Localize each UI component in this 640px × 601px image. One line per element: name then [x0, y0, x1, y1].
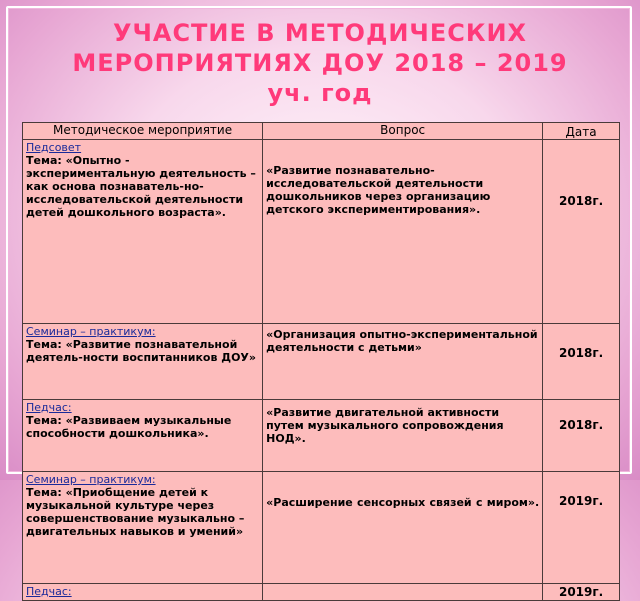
date-cell [543, 400, 620, 472]
question-cell [263, 324, 543, 400]
event-type-link[interactable]: Семинар – практикум: [26, 473, 156, 486]
question-cell [263, 140, 543, 324]
question-text: «Развитие познавательно-исследовательской деятельности дошкольников через организацию детского экспериментирования». [266, 164, 491, 216]
header-event: Методическое мероприятие [23, 123, 263, 140]
table-row [23, 584, 620, 601]
event-cell [23, 140, 263, 324]
event-cell [23, 472, 263, 584]
header-date: Дата [543, 123, 620, 140]
event-type-link[interactable]: Педсовет [26, 141, 82, 154]
question-text: «Развитие двигательной активности путем музыкального сопровождения НОД». [266, 406, 504, 445]
date-cell [543, 140, 620, 324]
table-row [23, 140, 620, 324]
question-cell [263, 472, 543, 584]
date-text: 2019г. [558, 494, 604, 508]
title-line-3: уч. год [267, 79, 373, 107]
date-text: 2018г. [558, 418, 604, 432]
date-cell [543, 324, 620, 400]
events-table [22, 122, 620, 601]
event-type-link[interactable]: Семинар – практикум: [26, 325, 156, 338]
question-cell [263, 400, 543, 472]
event-topic: Тема: «Развитие познавательной деятель-ности воспитанников ДОУ» [26, 338, 257, 364]
title-line-1: УЧАСТИЕ В МЕТОДИЧЕСКИХ [112, 19, 528, 47]
event-cell [23, 584, 263, 601]
table-row [23, 472, 620, 584]
slide-title [0, 18, 640, 108]
date-cell [543, 472, 620, 584]
question-cell [263, 584, 543, 601]
question-text: «Организация опытно-экспериментальной деятельности с детьми» [266, 328, 538, 354]
event-topic: Тема: «Развиваем музыкальные способности дошкольника». [26, 414, 232, 440]
event-type-link[interactable]: Педчас: [26, 585, 72, 598]
question-text: «Расширение сенсорных связей с миром». [266, 496, 540, 509]
event-type-link[interactable]: Педчас: [26, 401, 72, 414]
date-text: 2018г. [558, 346, 604, 360]
table-row [23, 400, 620, 472]
date-text: 2019г. [558, 585, 604, 599]
event-topic: Тема: «Опытно - экспериментальную деятельность – как основа познаватель-но-исследовательской деятельности детей дошкольного возраста». [26, 154, 256, 219]
event-cell [23, 400, 263, 472]
date-cell [543, 584, 620, 601]
table-row [23, 324, 620, 400]
event-cell [23, 324, 263, 400]
event-topic: Тема: «Приобщение детей к музыкальной культуре через совершенствование музыкально – двигательных навыков и умений» [26, 486, 245, 538]
date-text: 2018г. [558, 194, 604, 208]
header-row [23, 123, 620, 140]
title-line-2: МЕРОПРИЯТИЯХ ДОУ 2018 – 2019 [72, 49, 568, 77]
header-question: Вопрос [263, 123, 543, 140]
